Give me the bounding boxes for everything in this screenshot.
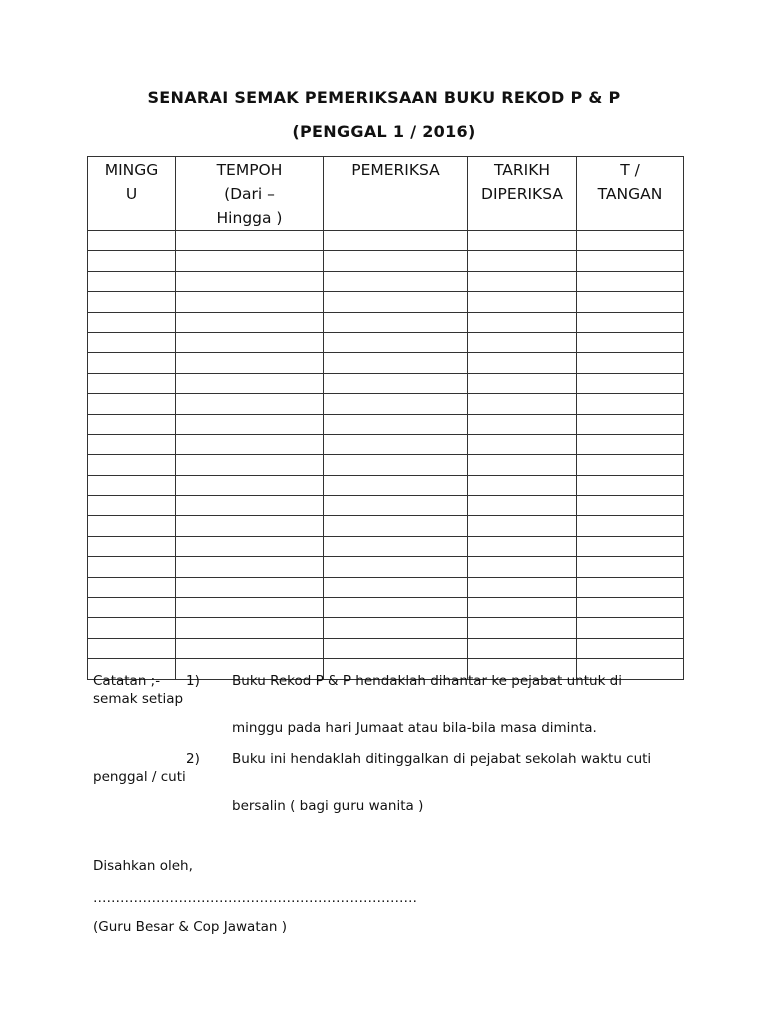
table-cell xyxy=(468,618,577,638)
header-line: MINGG xyxy=(104,161,159,179)
note-1-wrap: semak setiap xyxy=(93,691,184,707)
signoff-label: Disahkan oleh, xyxy=(93,858,193,874)
header-line: TEMPOH xyxy=(216,161,283,179)
table-cell xyxy=(468,598,577,618)
table-cell xyxy=(324,231,468,251)
signoff-role: (Guru Besar & Cop Jawatan ) xyxy=(93,919,288,935)
table-cell xyxy=(176,577,324,597)
note-2-text: Buku ini hendaklah ditinggalkan di pejabat sekolah waktu cuti xyxy=(232,751,652,767)
table-cell xyxy=(176,414,324,434)
table-row xyxy=(88,332,684,352)
table-cell xyxy=(176,312,324,332)
table-cell xyxy=(88,598,176,618)
table-body xyxy=(88,231,684,680)
table-cell xyxy=(88,638,176,658)
document-subtitle: (PENGGAL 1 / 2016) xyxy=(292,122,476,141)
table-row xyxy=(88,557,684,577)
table-cell xyxy=(324,557,468,577)
table-cell xyxy=(176,231,324,251)
table-cell xyxy=(324,394,468,414)
table-cell xyxy=(468,414,577,434)
header-line: T / xyxy=(620,161,640,179)
table-cell xyxy=(324,332,468,352)
header-line: U xyxy=(125,185,138,203)
table-cell xyxy=(88,536,176,556)
table-cell xyxy=(176,557,324,577)
table-cell xyxy=(176,394,324,414)
table-cell xyxy=(88,455,176,475)
table-cell xyxy=(88,475,176,495)
table-cell xyxy=(324,455,468,475)
table-cell xyxy=(176,638,324,658)
table-cell xyxy=(324,414,468,434)
table-row xyxy=(88,353,684,373)
table-row xyxy=(88,455,684,475)
document-title: SENARAI SEMAK PEMERIKSAAN BUKU REKOD P & P xyxy=(147,88,621,107)
table-cell xyxy=(324,251,468,271)
table-row xyxy=(88,496,684,516)
table-cell xyxy=(468,353,577,373)
table-cell xyxy=(324,271,468,291)
note-2-continuation: bersalin ( bagi guru wanita ) xyxy=(232,798,424,814)
table-row xyxy=(88,231,684,251)
table-cell xyxy=(88,577,176,597)
table-row xyxy=(88,536,684,556)
table-row xyxy=(88,373,684,393)
table-cell xyxy=(176,618,324,638)
table-cell xyxy=(468,394,577,414)
table-row xyxy=(88,434,684,454)
signature-line: ……………………………………………………………… xyxy=(93,890,417,906)
table-row xyxy=(88,618,684,638)
notes-label: Catatan ;- xyxy=(93,673,161,689)
table-cell xyxy=(324,373,468,393)
table-row xyxy=(88,251,684,271)
table-cell xyxy=(88,292,176,312)
table-cell xyxy=(577,394,684,414)
table-cell xyxy=(176,536,324,556)
header-line: TARIKH xyxy=(493,161,551,179)
table-cell xyxy=(324,292,468,312)
table-row xyxy=(88,577,684,597)
table-cell xyxy=(577,577,684,597)
table-cell xyxy=(324,536,468,556)
table-cell xyxy=(324,577,468,597)
table-cell xyxy=(88,434,176,454)
table-cell xyxy=(324,312,468,332)
table-cell xyxy=(468,496,577,516)
note-1-text: Buku Rekod P & P hendaklah dihantar ke pejabat untuk di xyxy=(232,673,622,689)
table-cell xyxy=(176,455,324,475)
table-cell xyxy=(468,312,577,332)
table-cell xyxy=(468,332,577,352)
table-cell xyxy=(176,353,324,373)
table-cell xyxy=(176,292,324,312)
table-cell xyxy=(577,618,684,638)
header-line: PEMERIKSA xyxy=(351,161,440,179)
table-cell xyxy=(577,373,684,393)
table-cell xyxy=(176,434,324,454)
table-cell xyxy=(324,618,468,638)
table-cell xyxy=(577,536,684,556)
table-cell xyxy=(324,475,468,495)
table-cell xyxy=(577,557,684,577)
table-cell xyxy=(468,271,577,291)
table-cell xyxy=(88,353,176,373)
table-cell xyxy=(88,332,176,352)
table-cell xyxy=(468,455,577,475)
note-2-number: 2) xyxy=(186,751,200,767)
note-2-wrap: penggal / cuti xyxy=(93,769,186,785)
table-cell xyxy=(324,598,468,618)
checklist-table xyxy=(87,156,684,680)
table-cell xyxy=(88,496,176,516)
header-line: TANGAN xyxy=(597,185,663,203)
table-cell xyxy=(468,557,577,577)
table-cell xyxy=(468,577,577,597)
header-line: Hingga ) xyxy=(216,209,283,227)
table-cell xyxy=(468,373,577,393)
table-cell xyxy=(577,231,684,251)
table-row xyxy=(88,271,684,291)
table-cell xyxy=(176,271,324,291)
table-cell xyxy=(324,638,468,658)
note-1-continuation: minggu pada hari Jumaat atau bila-bila masa diminta. xyxy=(232,720,597,736)
table-cell xyxy=(88,618,176,638)
table-cell xyxy=(577,496,684,516)
table-cell xyxy=(88,516,176,536)
table-row xyxy=(88,312,684,332)
table-cell xyxy=(577,414,684,434)
table-cell xyxy=(88,557,176,577)
table-cell xyxy=(88,312,176,332)
table-row xyxy=(88,292,684,312)
table-cell xyxy=(468,251,577,271)
table-cell xyxy=(468,231,577,251)
table-cell xyxy=(468,292,577,312)
table-cell xyxy=(88,373,176,393)
table-cell xyxy=(324,353,468,373)
table-cell xyxy=(577,292,684,312)
table-cell xyxy=(88,231,176,251)
table-row xyxy=(88,598,684,618)
table-cell xyxy=(176,598,324,618)
table-row xyxy=(88,394,684,414)
table-cell xyxy=(176,475,324,495)
header-minggu xyxy=(88,157,176,231)
table-cell xyxy=(176,251,324,271)
table-cell xyxy=(468,516,577,536)
table-cell xyxy=(577,312,684,332)
table-cell xyxy=(176,373,324,393)
table-cell xyxy=(468,536,577,556)
table-cell xyxy=(176,332,324,352)
table-row xyxy=(88,638,684,658)
table-cell xyxy=(88,271,176,291)
table-row xyxy=(88,414,684,434)
table-cell xyxy=(468,434,577,454)
table-cell xyxy=(577,271,684,291)
header-tarikh-diperiksa xyxy=(468,157,577,231)
table-cell xyxy=(577,638,684,658)
table-cell xyxy=(577,434,684,454)
header-tandatangan xyxy=(577,157,684,231)
table-cell xyxy=(88,251,176,271)
table-cell xyxy=(468,475,577,495)
table-row xyxy=(88,475,684,495)
table-cell xyxy=(577,251,684,271)
table-cell xyxy=(324,496,468,516)
table-cell xyxy=(577,353,684,373)
table-cell xyxy=(577,598,684,618)
table-cell xyxy=(577,332,684,352)
header-pemeriksa xyxy=(324,157,468,231)
header-line: DIPERIKSA xyxy=(481,185,563,203)
table-cell xyxy=(176,496,324,516)
table-header-row xyxy=(88,157,684,231)
table-cell xyxy=(88,394,176,414)
table-cell xyxy=(577,455,684,475)
table-cell xyxy=(88,414,176,434)
table-cell xyxy=(577,516,684,536)
table-cell xyxy=(577,475,684,495)
table-cell xyxy=(324,516,468,536)
header-tempoh xyxy=(176,157,324,231)
table-row xyxy=(88,516,684,536)
table-cell xyxy=(468,638,577,658)
note-1-number: 1) xyxy=(186,673,200,689)
table-cell xyxy=(176,516,324,536)
header-line: (Dari – xyxy=(224,185,275,203)
table-cell xyxy=(324,434,468,454)
